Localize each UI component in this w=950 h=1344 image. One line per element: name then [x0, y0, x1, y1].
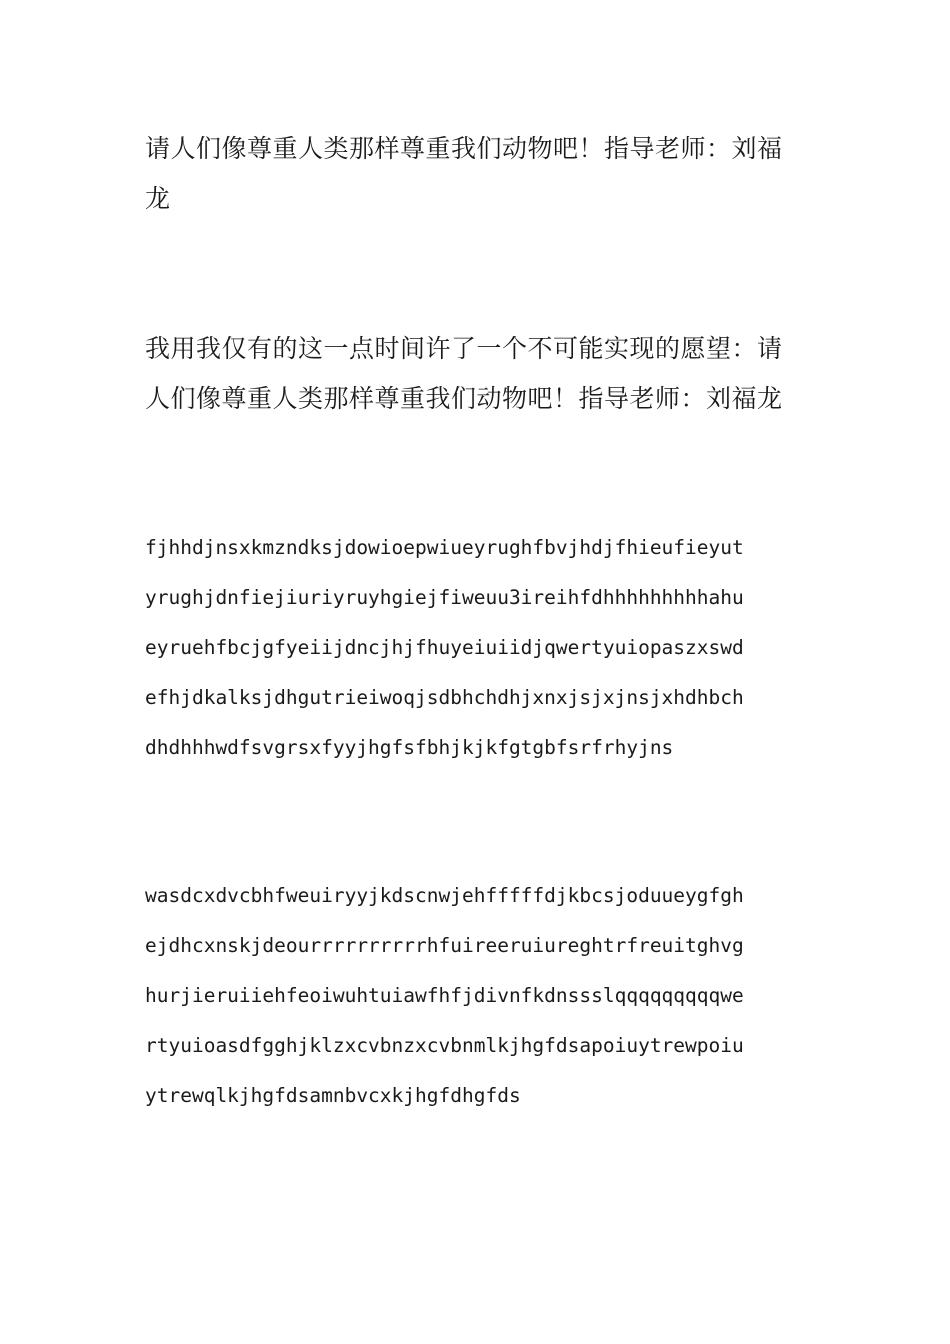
text-line: 龙 [145, 184, 171, 213]
text-line: hurjieruiiehfeoiwuhtuiawfhfjdivnfkdnssslqqqqqqqqqwe [145, 984, 744, 1007]
text-line: wasdcxdvcbhfweuiryyjkdscnwjehfffffdjkbcsjoduueygfgh [145, 884, 744, 907]
text-line: 请人们像尊重人类那样尊重我们动物吧！指导老师：刘福 [145, 134, 783, 163]
text-line: rtyuioasdfgghjklzxcvbnzxcvbnmlkjhgfdsapoiuytrewpoiu [145, 1034, 744, 1057]
text-line: yrughjdnfiejiuriyruyhgiejfiweuu3ireihfdhhhhhhhhhahu [145, 586, 744, 609]
text-line: ejdhcxnskjdeourrrrrrrrrrhfuireeruiureghtrfreuitghvg [145, 934, 744, 957]
text-line: efhjdkalksjdhgutrieiwoqjsdbhchdhjxnxjsjxjnsjxhdhbch [145, 686, 744, 709]
paragraph-random-text-1 [145, 523, 810, 773]
text-line: fjhhdjnsxkmzndksjdowioepwiueyrughfbvjhdjfhieufieyut [145, 536, 744, 559]
paragraph-title [145, 124, 810, 224]
paragraph-body [145, 324, 810, 424]
paragraph-random-text-2 [145, 871, 810, 1121]
text-line: ytrewqlkjhgfdsamnbvcxkjhgfdhgfds [145, 1084, 521, 1107]
text-line: 我用我仅有的这一点时间许了一个不可能实现的愿望：请 [145, 334, 783, 363]
text-line: eyruehfbcjgfyeiijdncjhjfhuyeiuiidjqwertyuiopaszxswd [145, 636, 744, 659]
text-line: 人们像尊重人类那样尊重我们动物吧！指导老师：刘福龙 [145, 384, 783, 413]
text-line: dhdhhhwdfsvgrsxfyyjhgfsfbhjkjkfgtgbfsrfrhyjns [145, 736, 674, 759]
